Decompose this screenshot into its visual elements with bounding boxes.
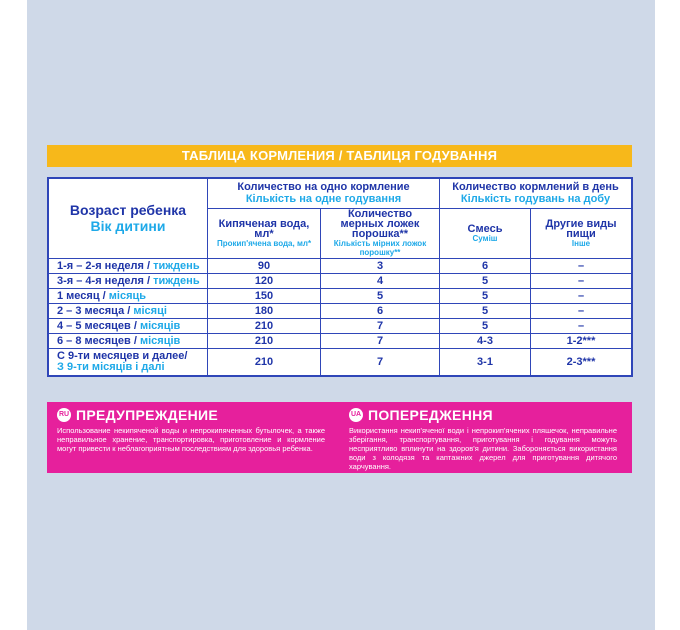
age-cell: С 9-ти месяцев и далее/ З 9-ти місяців і далі (48, 348, 208, 376)
per-day-header-ua: Кількість годувань на добу (460, 193, 611, 206)
mix-header-ua: Суміш (472, 233, 498, 243)
water-cell: 210 (208, 318, 321, 333)
mix-cell: 5 (440, 273, 531, 288)
water-header (208, 208, 321, 258)
other-cell: – (531, 258, 633, 273)
table-row (48, 273, 632, 288)
other-cell: – (531, 303, 633, 318)
age-cell: 2 – 3 месяца / місяці (48, 303, 208, 318)
mix-cell: 4-3 (440, 333, 531, 348)
age-cell: 3-я – 4-я неделя / тиждень (48, 273, 208, 288)
other-cell: – (531, 273, 633, 288)
warning-box (47, 402, 632, 473)
other-cell: 1-2*** (531, 333, 633, 348)
water-cell: 210 (208, 348, 321, 376)
table-row (48, 318, 632, 333)
other-header-ua: Інше (571, 238, 591, 248)
water-header-ru: Кипяченая вода, мл* (218, 217, 310, 240)
mix-cell: 5 (440, 303, 531, 318)
spoons-cell: 4 (321, 273, 440, 288)
water-cell: 210 (208, 333, 321, 348)
mix-cell: 5 (440, 318, 531, 333)
per-feed-header (208, 178, 440, 208)
mix-header-ru: Смесь (467, 222, 503, 235)
age-header-ru: Возраст ребенка (69, 202, 187, 219)
age-header (48, 178, 208, 258)
other-cell: – (531, 288, 633, 303)
water-cell: 150 (208, 288, 321, 303)
table-row (48, 348, 632, 376)
mix-header (440, 208, 531, 258)
other-cell: – (531, 318, 633, 333)
ua-badge-icon: UA (349, 408, 363, 422)
age-cell: 1-я – 2-я неделя / тиждень (48, 258, 208, 273)
warning-ru-text: Использование некипяченой воды и непрокипяченных бутылочек, а также неправильное хранение, транспортировка, приготовление и кормление могут привести к неблагоприятным последствиям для здоровья ребенка. (57, 426, 325, 453)
table-title: ТАБЛИЦА КОРМЛЕНИЯ / ТАБЛИЦЯ ГОДУВАННЯ (47, 145, 632, 167)
water-cell: 180 (208, 303, 321, 318)
mix-cell: 5 (440, 288, 531, 303)
age-cell: 1 месяц / місяць (48, 288, 208, 303)
warning-ru (57, 406, 325, 453)
per-day-header (440, 178, 633, 208)
table-row (48, 333, 632, 348)
other-cell: 2-3*** (531, 348, 633, 376)
warning-ua-text: Використання некип'яченої води і непрокип'ячених пляшечок, неправильне зберігання, транспортування, приготування і годування можуть несприятливо вплинути на здоров'я дитини. Забороняється використання води з колодязя та каптажних джерел для приготування дитячого харчування. (349, 426, 617, 471)
other-header (531, 208, 633, 258)
ru-badge-icon: RU (57, 408, 71, 422)
spoons-cell: 3 (321, 258, 440, 273)
spoons-cell: 5 (321, 288, 440, 303)
mix-cell: 6 (440, 258, 531, 273)
spoons-cell: 7 (321, 348, 440, 376)
age-header-ua: Вік дитини (90, 218, 166, 235)
per-day-header-ru: Количество кормлений в день (452, 181, 619, 194)
spoons-header (321, 208, 440, 258)
spoons-header-ru: Количество мерных ложек порошка** (340, 208, 420, 240)
mix-cell: 3-1 (440, 348, 531, 376)
feeding-table (47, 177, 633, 377)
other-header-ru: Другие виды пищи (545, 217, 617, 240)
water-cell: 120 (208, 273, 321, 288)
per-feed-header-ru: Количество на одно кормление (237, 181, 410, 194)
warning-ua (349, 406, 617, 471)
table-row (48, 258, 632, 273)
water-header-ua: Прокип'ячена вода, мл* (216, 238, 312, 248)
warning-ua-title: ПОПЕРЕДЖЕННЯ (368, 407, 493, 423)
age-cell: 4 – 5 месяцев / місяців (48, 318, 208, 333)
per-feed-header-ua: Кількість на одне годування (245, 193, 402, 206)
spoons-cell: 7 (321, 318, 440, 333)
table-row (48, 288, 632, 303)
table-row (48, 303, 632, 318)
spoons-cell: 6 (321, 303, 440, 318)
age-cell: 6 – 8 месяцев / місяців (48, 333, 208, 348)
warning-ru-title: ПРЕДУПРЕЖДЕНИЕ (76, 407, 219, 423)
spoons-cell: 7 (321, 333, 440, 348)
water-cell: 90 (208, 258, 321, 273)
spoons-header-ua: Кількість мірних ложок порошку** (333, 239, 427, 257)
